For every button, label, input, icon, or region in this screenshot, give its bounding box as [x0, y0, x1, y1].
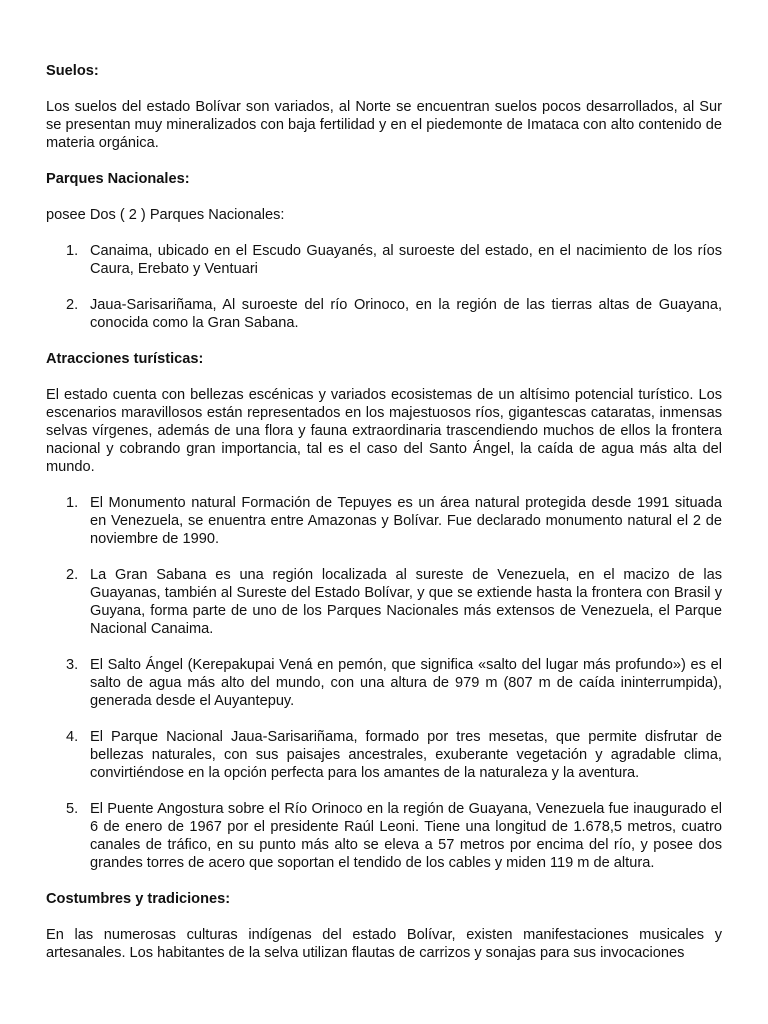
list-item	[46, 242, 722, 278]
list-parques	[46, 242, 722, 332]
list-item-number: 2.	[66, 297, 79, 313]
list-item-text: Jaua-Sarisariñama, Al suroeste del río Orinoco, en la región de las tierras altas de Guayana, conocida como la Gran Sabana.	[90, 297, 722, 331]
list-atracciones	[46, 494, 722, 872]
list-item-number: 4.	[66, 729, 79, 745]
list-item-text: La Gran Sabana es una región localizada al sureste de Venezuela, en el macizo de las Guayanas, también al Sureste del Estado Bolívar, y que se extiende hasta la frontera con Brasil y Guyana, forma parte de uno de los Parques Nacionales más extensos de Venezuela, el Parque Nacional Canaima.	[90, 567, 722, 637]
list-item	[46, 566, 722, 638]
heading-parques-nacionales: Parques Nacionales:	[46, 171, 190, 187]
list-item-text: Canaima, ubicado en el Escudo Guayanés, al suroeste del estado, en el nacimiento de los ríos Caura, Erebato y Ventuari	[90, 243, 722, 277]
heading-atracciones: Atracciones turísticas:	[46, 351, 204, 367]
list-item-text: El Monumento natural Formación de Tepuyes es un área natural protegida desde 1991 situada en Venezuela, se enuentra entre Amazonas y Bolívar. Fue declarado monumento natural el 2 de noviembre de 1990.	[90, 495, 722, 547]
list-item-number: 3.	[66, 657, 79, 673]
list-item-text: El Salto Ángel (Kerepakupai Vená en pemón, que significa «salto del lugar más profundo») es el salto de agua más alto del mundo, con una altura de 979 m (807 m de caída ininterrumpida), generada desde el Auyantepuy.	[90, 657, 722, 709]
list-item	[46, 728, 722, 782]
list-item	[46, 800, 722, 872]
paragraph-costumbres: En las numerosas culturas indígenas del estado Bolívar, existen manifestaciones musicales y artesanales. Los habitantes de la selva utilizan flautas de carrizos y sonajas para sus invocaciones	[46, 927, 722, 961]
heading-costumbres: Costumbres y tradiciones:	[46, 891, 231, 907]
document-page	[46, 62, 722, 980]
list-item-text: El Parque Nacional Jaua-Sarisariñama, formado por tres mesetas, que permite disfrutar de bellezas naturales, con sus paisajes ancestrales, exuberante vegetación y agradable clima, convirtiéndose en la opción perfecta para los amantes de la naturaleza y la aventura.	[90, 729, 722, 781]
list-item-number: 1.	[66, 495, 79, 511]
page-bottom-edge	[0, 1006, 768, 1024]
list-item-number: 5.	[66, 801, 79, 817]
heading-suelos: Suelos:	[46, 63, 99, 79]
list-item-text: El Puente Angostura sobre el Río Orinoco en la región de Guayana, Venezuela fue inaugurado el 6 de enero de 1967 por el presidente Raúl Leoni. Tiene una longitud de 1.678,5 metros, cuatro canales de tráfico, en su punto más alto se eleva a 57 metros por encima del río, y posee dos grandes torres de acero que soportan el tendido de los cables y miden 119 m de altura.	[90, 801, 722, 871]
paragraph-parques-intro: posee Dos ( 2 ) Parques Nacionales:	[46, 207, 285, 223]
list-item	[46, 656, 722, 710]
list-item	[46, 296, 722, 332]
list-item-number: 2.	[66, 567, 79, 583]
paragraph-suelos: Los suelos del estado Bolívar son variados, al Norte se encuentran suelos pocos desarrollados, al Sur se presentan muy mineralizados con baja fertilidad y en el piedemonte de Imataca con alto contenido de materia orgánica.	[46, 99, 722, 151]
list-item	[46, 494, 722, 548]
paragraph-atracciones: El estado cuenta con bellezas escénicas y variados ecosistemas de un altísimo potencial turístico. Los escenarios maravillosos están representados en los majestuosos ríos, gigantescas cataratas, inmensas selvas vírgenes, además de una flora y fauna extraordinaria trascendiendo muchos de ellos la frontera nacional y cobrando gran importancia, tal es el caso del Santo Ángel, la caída de agua más alta del mundo.	[46, 387, 722, 475]
list-item-number: 1.	[66, 243, 79, 259]
